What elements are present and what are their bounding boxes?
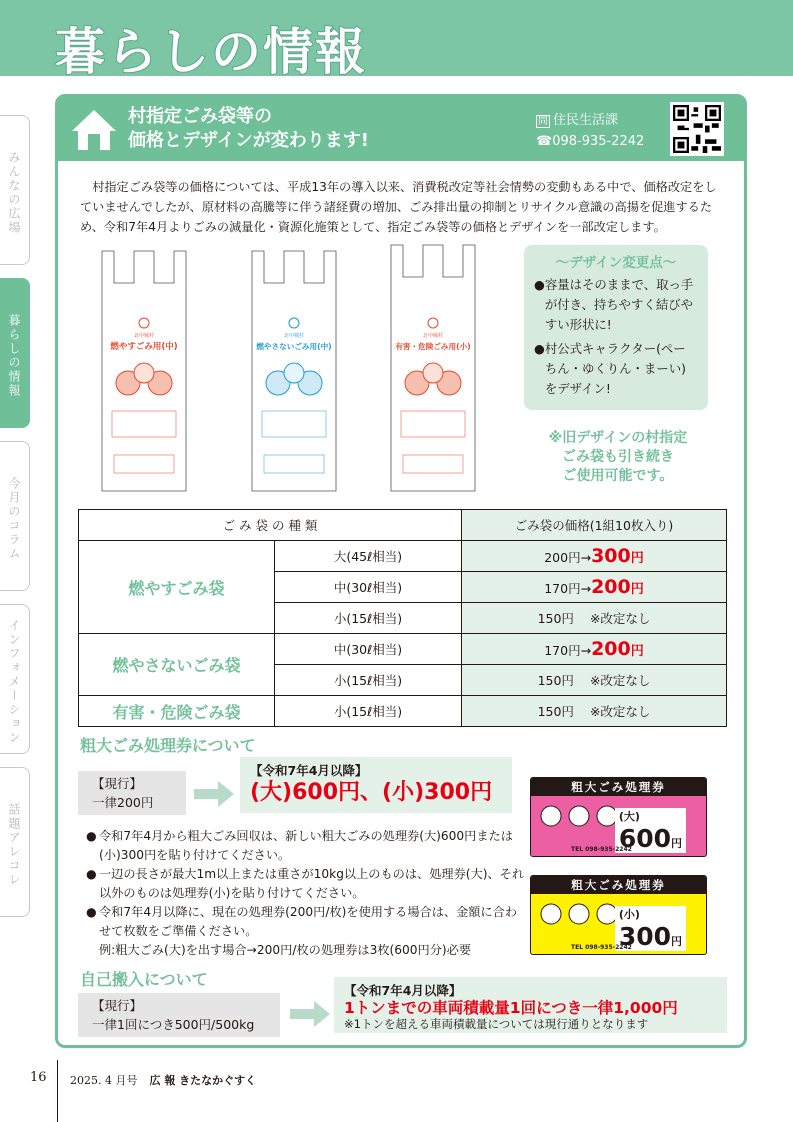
ticket-phone: TEL 098-935-2242 [571, 846, 632, 853]
new-price: 200 [591, 576, 631, 598]
design-change-text: 村公式キャラクター(ぺーちん・ゆくりん・まーい)をデザイン! [544, 341, 686, 396]
arrow-right-icon [194, 781, 234, 807]
side-tab-information[interactable] [0, 604, 30, 754]
table-header-row [79, 510, 727, 541]
yen-label: 円 [630, 551, 644, 566]
price-cell [462, 572, 727, 603]
bag-label: 燃やすごみ用(中) [110, 342, 178, 352]
bulky-waste-heading: 粗大ごみ処理券について [80, 736, 256, 755]
note-text: 令和7年4月から粗大ごみ回収は、新しい粗大ごみの処理券(大)600円または(小)300円を貼り付けてください。 [99, 829, 513, 862]
new-label: 【令和7年4月以降】 [250, 763, 368, 778]
footer-divider [57, 1060, 58, 1122]
bag-label: 有害・危険ごみ用(小) [395, 342, 471, 351]
side-tab-label: 暮らしの情報 [7, 314, 21, 398]
side-tab-label: みんなの広場 [7, 151, 21, 235]
header-price: ごみ袋の価格(1組10枚入り) [462, 510, 727, 541]
self-haul-heading: 自己搬入について [80, 970, 208, 989]
article-card [55, 94, 747, 1048]
ticket-yen: 円 [671, 935, 682, 948]
bulky-current-box [78, 771, 186, 815]
footer-issue [70, 1072, 256, 1088]
side-tab-kurashi[interactable] [0, 278, 30, 428]
old-design-note-line: ※旧デザインの村指定 [548, 430, 688, 446]
bulky-ticket-large [530, 777, 707, 857]
new-label: 【令和7年4月以降】 [344, 983, 462, 998]
bulky-example: 例:粗大ごみ(大)を出す場合→200円/枚の処理券は3枚(600円分)必要 [99, 943, 472, 957]
price-cell [462, 665, 727, 696]
side-tab-minna[interactable] [0, 115, 30, 265]
old-design-note-line: ごみ袋も引き続き [562, 449, 674, 465]
bag-price-table [78, 509, 727, 727]
current-value: 一律200円 [92, 795, 154, 810]
size-cell: 小(15ℓ相当) [275, 603, 462, 634]
bulky-note-item [86, 865, 526, 903]
contact-info [536, 111, 644, 152]
size-cell: 小(15ℓ相当) [275, 696, 462, 727]
design-change-item [534, 275, 698, 335]
ticket-title: 粗大ごみ処理券 [531, 778, 706, 796]
bag-label: 燃やさないごみ用(中) [256, 342, 332, 351]
price-cell [462, 634, 727, 665]
qr-code[interactable] [670, 102, 724, 156]
ticket-size: (小) [618, 908, 640, 921]
section-title: 暮らしの情報 [55, 23, 367, 81]
size-cell: 中(30ℓ相当) [275, 572, 462, 603]
bag-village: 北中城村 [422, 333, 444, 339]
burnable-bag-image [100, 243, 188, 493]
price-cell [462, 696, 727, 727]
side-tab-label: 話題アレコレ [7, 803, 21, 887]
article-title-line1: 村指定ごみ袋等の [128, 106, 272, 127]
side-tab-topics[interactable] [0, 767, 30, 917]
arrow-right-icon [290, 1001, 330, 1027]
old-price: 200円 [544, 550, 581, 565]
contact-dept: 住民生活課 [553, 113, 619, 128]
note-text: 一辺の長さが最大1m以上または重さが10kg以上のものは、処理券(大)、それ以外のものは処理券(小)を貼り付けてください。 [99, 867, 525, 900]
category-hazardous: 有害・危険ごみ袋 [79, 696, 275, 727]
ticket-amount: 600 [618, 824, 671, 853]
side-tab-column[interactable] [0, 441, 30, 591]
self-haul-note: ※1トンを超える車両積載量については現行通りとなります [344, 1017, 649, 1031]
bag-village: 北中城村 [283, 333, 305, 339]
design-change-text: 容量はそのままで、取っ手が付き、持ちやすく結びやすい形状に! [544, 277, 694, 332]
price-cell [462, 541, 727, 572]
new-price: 200 [591, 638, 631, 660]
page-number: 16 [30, 1070, 47, 1085]
design-changes-title: 〜デザイン変更点〜 [555, 255, 677, 271]
ticket-title: 粗大ごみ処理券 [531, 876, 706, 894]
ticket-size: (大) [618, 810, 640, 823]
old-price: 170円 [544, 581, 581, 596]
bullet-icon: ● [86, 905, 97, 919]
current-label: 【現行】 [92, 998, 143, 1013]
old-price: 150円 [537, 673, 574, 688]
new-price: 300 [591, 545, 631, 567]
old-price: 150円 [537, 704, 574, 719]
side-tab-label: インフォメーション [7, 619, 21, 745]
size-cell: 中(30ℓ相当) [275, 634, 462, 665]
design-change-item [534, 339, 698, 399]
header-type: ご み 袋 の 種 類 [79, 510, 462, 541]
bulky-ticket-small [530, 875, 707, 955]
note-text: 令和7年4月以降に、現在の処理券(200円/枚)を使用する場合は、金額に合わせて枚数をご準備ください。 [99, 905, 518, 938]
issue-date: 2025. 4 月号 [70, 1074, 138, 1087]
old-price: 170円 [544, 643, 581, 658]
yen-label: 円 [630, 644, 644, 659]
contact-phone: ☎098-935-2242 [536, 134, 645, 149]
table-row [79, 634, 727, 665]
house-icon [70, 107, 118, 153]
new-value: (大)600円、(小)300円 [250, 780, 493, 805]
arrow-icon: → [580, 643, 592, 658]
new-value: 1トンまでの車両積載量1回につき一律1,000円 [344, 999, 678, 1017]
old-design-note [528, 429, 708, 486]
ticket-amount: 300 [618, 922, 671, 951]
magazine-name: 広 報 きたなかぐすく [149, 1074, 257, 1087]
bullet-icon: ● [86, 867, 97, 881]
category-burnable: 燃やすごみ袋 [79, 541, 275, 634]
arrow-icon: → [580, 581, 592, 596]
arrow-icon: → [580, 550, 592, 565]
bulky-notes [86, 827, 526, 960]
bulky-note-item [86, 903, 526, 941]
current-label: 【現行】 [92, 776, 143, 791]
size-cell: 小(15ℓ相当) [275, 665, 462, 696]
nonburnable-bag-image [250, 243, 338, 493]
bulky-note-item [86, 827, 526, 865]
no-change-note: ※改定なし [589, 611, 651, 626]
table-row [79, 541, 727, 572]
side-tab-label: 今月のコラム [7, 477, 21, 561]
self-haul-new-box [334, 977, 727, 1033]
ticket-yen: 円 [671, 837, 682, 850]
bulky-new-box [240, 757, 512, 813]
design-changes-box [524, 245, 708, 410]
ticket-phone: TEL 098-935-2242 [571, 944, 632, 951]
bullet-icon: ● [534, 341, 545, 356]
category-nonburnable: 燃やさないごみ袋 [79, 634, 275, 696]
bag-village: 北中城村 [133, 333, 155, 339]
no-change-note: ※改定なし [589, 704, 651, 719]
self-haul-current-box [78, 993, 280, 1037]
inquiry-mark: 問 [538, 116, 548, 127]
hazardous-bag-image [389, 243, 477, 493]
no-change-note: ※改定なし [589, 673, 651, 688]
old-design-note-line: ご使用可能です。 [562, 468, 674, 484]
size-cell: 大(45ℓ相当) [275, 541, 462, 572]
article-title-line2: 価格とデザインが変わります! [128, 130, 369, 151]
table-row [79, 696, 727, 727]
article-title [128, 105, 369, 153]
mascot-characters-icon [537, 800, 621, 832]
bullet-icon: ● [534, 277, 545, 292]
price-cell [462, 603, 727, 634]
intro-paragraph: 村指定ごみ袋等の価格については、平成13年の導入以来、消費税改定等社会情勢の変動もある中で、価格改定をしていませんでしたが、原材料の高騰等に伴う諸経費の増加、ごみ排出量の抑制とリサイクル意識の高揚を促進するため、令和7年4月よりごみの減量化・資源化施策として、指定ごみ袋等の価格とデザインを一部改定します。 [80, 180, 717, 234]
article-header [58, 97, 744, 161]
bullet-icon: ● [86, 829, 97, 843]
current-value: 一律1回につき500円/500kg [92, 1017, 255, 1032]
mascot-characters-icon [537, 898, 621, 930]
old-price: 150円 [537, 611, 574, 626]
yen-label: 円 [630, 582, 644, 597]
